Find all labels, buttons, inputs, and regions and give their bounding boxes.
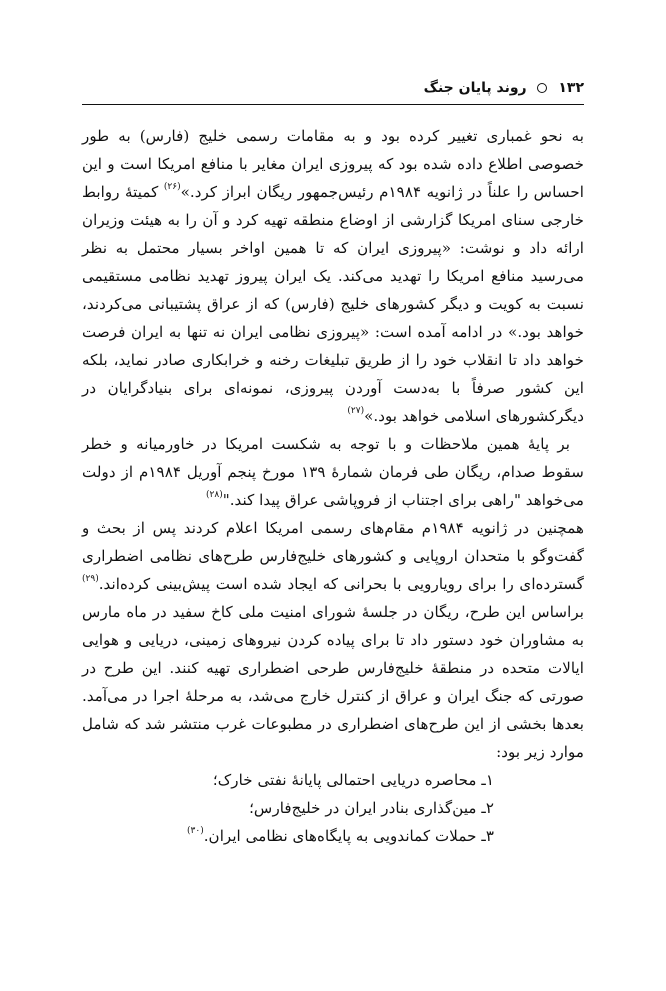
list-item bbox=[82, 794, 584, 822]
page-body bbox=[82, 122, 584, 850]
paragraph-3 bbox=[82, 514, 584, 766]
list-item bbox=[82, 766, 584, 794]
page-number: ۱۳۲ bbox=[558, 80, 584, 96]
list-item bbox=[82, 822, 584, 850]
paragraph-text: بر پایهٔ همین ملاحظات و با توجه به شکست امریکا در خاورمیانه و خطر سقوط صدام، ریگان طی فرمان شمارهٔ ۱۳۹ مورخ پنجم آوریل ۱۹۸۴م از دولت می‌خواهد "راهی برای اجتناب از فروپاشی عراق پیدا کند." bbox=[82, 435, 584, 509]
running-title: روند پایان جنگ bbox=[423, 80, 527, 96]
footnote-ref-26: (۲۶) bbox=[163, 182, 181, 192]
contingency-list bbox=[82, 766, 584, 850]
footnote-ref-29: (۲۹) bbox=[82, 574, 99, 584]
footnote-ref-28: (۲۸) bbox=[206, 490, 223, 500]
paragraph-text: به نحو غمباری تغییر کرده بود و به مقامات رسمی خلیج (فارس) به طور خصوصی اطلاع داده شده بود که پیروزی ایران مغایر با منافع امریکا است و این احساس را علناً در ژانویه ۱۹۸۴م رئیس‌جمهور ریگان ابراز کرد.» bbox=[82, 127, 584, 201]
circle-bullet-icon bbox=[537, 83, 547, 93]
paragraph-2 bbox=[82, 430, 584, 514]
list-item-text: ۱ـ محاصره دریایی احتمالی پایانهٔ نفتی خارک؛ bbox=[212, 771, 494, 789]
footnote-ref-27: (۲۷) bbox=[347, 406, 365, 416]
paragraph-text: همچنین در ژانویه ۱۹۸۴م مقام‌های رسمی امریکا اعلام کردند پس از بحث و گفت‌وگو با متحدان اروپایی و کشورهای خلیج‌فارس طرح‌های نظامی اضطراری گسترده‌ای را برای رویارویی با بحرانی که ایجاد شده است پیش‌بینی کرده‌اند. bbox=[82, 519, 584, 593]
paragraph-text: براساس این طرح، ریگان در جلسهٔ شورای امنیت ملی کاخ سفید در ماه مارس به مشاوران خود دستور داد تا برای پیاده کردن نیروهای زمینی، دریایی و هوایی ایالات متحده در منطقهٔ خلیج‌فارس طرحی اضطراری تهیه کنند. این طرح در صورتی که جنگ ایران و عراق از کنترل خارج می‌شد، به مرحلهٔ اجرا در می‌آمد. بعدها بخشی از این طرح‌های اضطراری در مطبوعات غرب منتشر شد که شامل موارد زیر بود: bbox=[82, 603, 584, 761]
list-item-text: ۳ـ حملات کماندویی به پایگاه‌های نظامی ایران. bbox=[203, 827, 494, 845]
paragraph-1 bbox=[82, 122, 584, 430]
list-item-text: ۲ـ مین‌گذاری بنادر ایران در خلیج‌فارس؛ bbox=[249, 799, 494, 817]
footnote-ref-30: (۳۰) bbox=[187, 826, 204, 836]
paragraph-text: کمیتهٔ روابط خارجی سنای امریکا گزارشی از اوضاع منطقه تهیه کرد و آن را به هیئت وزیران ارائه داد و نوشت: «پیروزی ایران که تا همین اواخر بسیار محتمل به نظر می‌رسید منافع امریکا را تهدید می‌کند. یک ایران پیروز تهدید نظامی مستقیمی نسبت به کویت و دیگر کشورهای خلیج (فارس) که از عراق پشتیبانی می‌کردند، خواهد بود.» در ادامه آمده است: «پیروزی نظامی ایران نه تنها به ایران فرصت خواهد داد تا انقلاب خود را از طریق تبلیغات رخنه و خرابکاری صادر نماید، بلکه این کشور صرفاً با به‌دست آوردن پیروزی، نمونه‌ای برای بنیادگرایان در دیگرکشورهای اسلامی خواهد بود.» bbox=[82, 183, 584, 425]
running-header bbox=[82, 80, 584, 105]
